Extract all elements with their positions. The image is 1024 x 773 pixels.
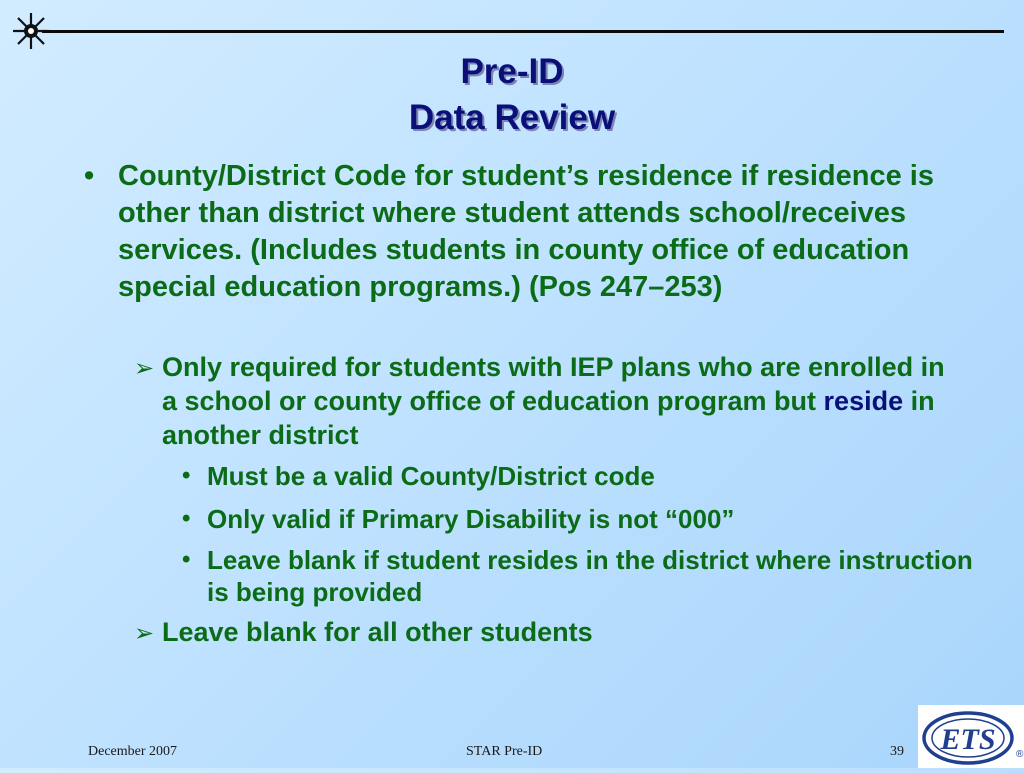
slide-title-line1: Pre-ID	[460, 52, 564, 91]
ets-logo-text: ETS	[940, 723, 996, 756]
sub-item-primary-disability: Only valid if Primary Disability is not “000”	[207, 504, 735, 534]
small-bullet-marker: •	[182, 462, 191, 489]
emphasis-reside: reside	[823, 386, 904, 416]
sub-bullet-iep-text: Only required for students with IEP plans who are enrolled in a school or county office of education program but	[162, 352, 945, 416]
bullet-marker: •	[84, 160, 95, 192]
sub-bullet-iep	[162, 350, 962, 452]
arrow-bullet-icon: ➢	[134, 355, 155, 382]
footer-date: December 2007	[88, 744, 178, 759]
arrow-bullet-icon: ➢	[134, 620, 155, 647]
bullet-county-district-code: County/District Code for student’s residence if residence is other than district where student attends school/receives services. (Includes students in county office of education special education programs.) (Pos 247–253)	[118, 160, 934, 303]
slide-title-line2: Data Review	[408, 98, 616, 137]
ets-logo	[918, 705, 1024, 768]
small-bullet-marker: •	[182, 505, 191, 532]
registered-mark: ®	[1016, 749, 1024, 760]
sub-item-leave-blank-resides: Leave blank if student resides in the district where instruction is being provided	[207, 545, 973, 607]
sub-item-valid-code: Must be a valid County/District code	[207, 461, 655, 491]
footer-title: STAR Pre-ID	[466, 744, 543, 759]
small-bullet-marker: •	[182, 546, 191, 573]
sub-bullet-iep-tail: in another district	[162, 386, 935, 450]
ets-logo-icon	[918, 705, 1024, 768]
top-rule	[42, 30, 1004, 33]
sub-bullet-other-students: Leave blank for all other students	[162, 617, 593, 647]
footer-page-number: 39	[890, 744, 904, 759]
